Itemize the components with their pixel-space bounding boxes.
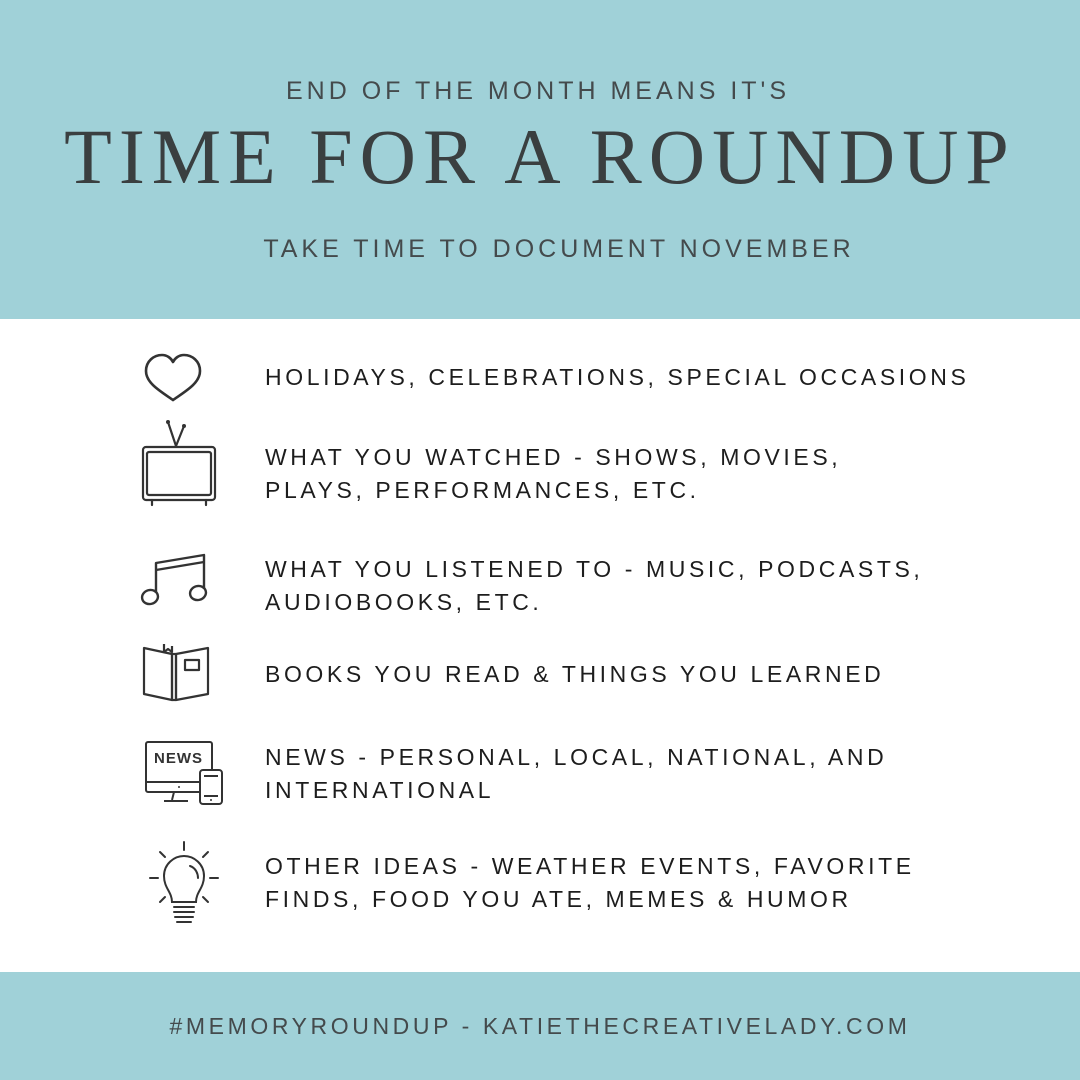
item-line: HOLIDAYS, CELEBRATIONS, SPECIAL OCCASIONS [265, 364, 970, 390]
open-book-icon [130, 640, 226, 736]
page-title: TIME FOR A ROUNDUP [64, 113, 1016, 200]
news-devices-icon [130, 738, 226, 834]
item-line: AUDIOBOOKS, ETC. [265, 589, 543, 615]
tv-icon [130, 418, 226, 514]
subtitle-text: TAKE TIME TO DOCUMENT NOVEMBER [263, 235, 855, 263]
item-line: WHAT YOU LISTENED TO - MUSIC, PODCASTS, [265, 556, 924, 582]
item-line: NEWS - PERSONAL, LOCAL, NATIONAL, AND [265, 744, 888, 770]
footer-band [0, 972, 1080, 1080]
news-icon-label: NEWS [154, 750, 203, 767]
header-band [0, 0, 1080, 319]
music-note-icon [130, 545, 226, 641]
kicker-text: END OF THE MONTH MEANS IT'S [286, 77, 790, 105]
item-line: BOOKS YOU READ & THINGS YOU LEARNED [265, 661, 885, 687]
footer-text: #MEMORYROUNDUP - KATIETHECREATIVELADY.COM [169, 1013, 911, 1039]
item-line: FINDS, FOOD YOU ATE, MEMES & HUMOR [265, 886, 852, 912]
item-line: OTHER IDEAS - WEATHER EVENTS, FAVORITE [265, 853, 915, 879]
lightbulb-icon [130, 840, 226, 936]
item-line: INTERNATIONAL [265, 777, 495, 803]
item-line: PLAYS, PERFORMANCES, ETC. [265, 477, 700, 503]
item-line: WHAT YOU WATCHED - SHOWS, MOVIES, [265, 444, 842, 470]
